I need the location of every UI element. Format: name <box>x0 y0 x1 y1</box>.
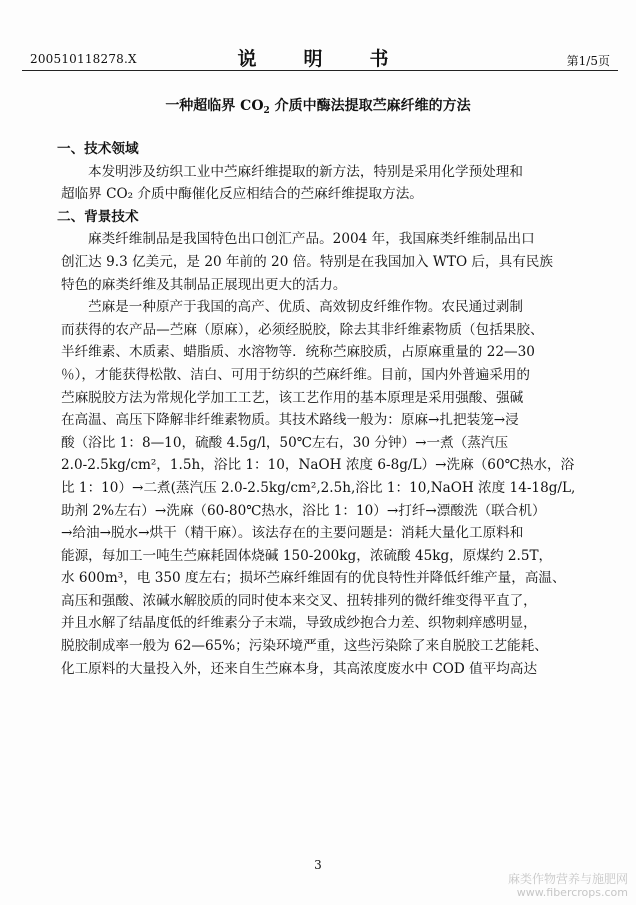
paragraph-line: 苎麻是一种原产于我国的高产、优质、高效韧皮纤维作物。农民通过剥制 <box>88 299 523 316</box>
header-title: 说 明 书 <box>237 48 403 70</box>
paragraph-line: 苎麻脱胶方法为常规化学加工工艺，该工艺作用的基本原理是采用强酸、强碱 <box>61 389 524 406</box>
paragraph-line: 助剂 2%左右）→洗麻（60-80℃热水，浴比 1：10）→打纤→漂酸洗（联合机） <box>61 502 546 519</box>
page-header <box>22 44 618 72</box>
title-prefix: 一种超临界 CO <box>165 98 264 114</box>
paragraph-line: →给油→脱水→烘干（精干麻）。该法存在的主要问题是：消耗大量化工原料和 <box>61 525 524 542</box>
paragraph-line: 麻类纤维制品是我国特色出口创汇产品。2004 年，我国麻类纤维制品出口 <box>88 231 535 248</box>
watermark-site-name: 麻类作物营养与施肥网 <box>507 872 628 886</box>
background-paragraph-2 <box>61 296 581 680</box>
paragraph-line: 超临界 CO₂ 介质中酶催化反应相结合的苎麻纤维提取方法。 <box>61 186 423 203</box>
section-heading-background: 二、背景技术 <box>57 208 139 225</box>
section-heading-technical-field: 一、技术领域 <box>57 141 139 157</box>
header-rule <box>22 70 618 71</box>
paragraph-line: 比 1：10）→二煮(蒸汽压 2.0-2.5kg/cm²,2.5h,浴比 1：10,NaOH 浓度 14-18g/L, <box>61 479 576 496</box>
paragraph-line: 化工原料的大量投入外，还来自生苎麻本身，其高浓度废水中 COD 值平均高达 <box>61 660 538 677</box>
paragraph-line: 而获得的农产品—苎麻（原麻），必须经脱胶，除去其非纤维素物质（包括果胶、 <box>61 321 544 338</box>
paragraph-line: 酸（浴比 1：8—10，硫酸 4.5g/l，50℃左右，30 分钟）→一煮（蒸汽压 <box>61 434 509 451</box>
paragraph-line: 创汇达 9.3 亿美元，是 20 年前的 20 倍。特别是在我国加入 WTO 后，具有民族 <box>61 253 553 270</box>
paragraph-line: 本发明涉及纺织工业中苎麻纤维提取的新方法，特别是采用化学预处理和 <box>88 163 523 180</box>
paragraph-line: 并且水解了结晶度低的纤维素分子末端，导致成纱抱合力差、织物刺痒感明显， <box>61 615 537 632</box>
paragraph-line: 脱胶制成率一般为 62—65%；污染环境严重，这些污染除了来自脱胶工艺能耗、 <box>61 638 548 655</box>
site-watermark <box>508 873 628 899</box>
background-paragraph-1 <box>61 228 581 296</box>
page-number: 3 <box>314 858 322 872</box>
page-indicator: 第1/5页 <box>566 54 610 68</box>
paragraph-line: 在高温、高压下降解非纤维素物质。其技术路线一般为：原麻→扎把装笼→浸 <box>61 412 519 429</box>
document-title <box>0 95 636 116</box>
paragraph-line: ％），才能获得松散、洁白、可用于纺织的苎麻纤维。目前，国内外普遍采用的 <box>61 366 530 383</box>
paragraph-line: 水 600m³，电 350 度左右；损坏苎麻纤维固有的优良特性并降低纤维产量，高温、 <box>61 570 566 587</box>
title-suffix: 介质中酶法提取苎麻纤维的方法 <box>269 98 471 114</box>
paragraph-line: 半纤维素、木质素、蜡脂质、水溶物等．统称苎麻胶质，占原麻重量的 22—30 <box>61 344 535 361</box>
title-subscript: 2 <box>263 106 270 116</box>
watermark-url: www.fibercrops.com <box>516 886 628 899</box>
paragraph-line: 特色的麻类纤维及其制品正展现出更大的活力。 <box>61 276 347 293</box>
paragraph-line: 2.0-2.5kg/cm²，1.5h，浴比 1：10，NaOH 浓度 6-8g/L）→洗麻（60℃热水，浴 <box>61 457 575 474</box>
paragraph-line: 高压和强酸、浓碱水解胶质的同时使本来交叉、扭转排列的微纤维变得平直了， <box>61 592 537 609</box>
application-number: 200510118278.X <box>30 52 137 66</box>
paragraph-line: 能源，每加工一吨生苎麻耗固体烧碱 150-200kg，浓硫酸 45kg，原煤约 2.5T， <box>61 547 553 564</box>
document-body <box>57 138 581 680</box>
